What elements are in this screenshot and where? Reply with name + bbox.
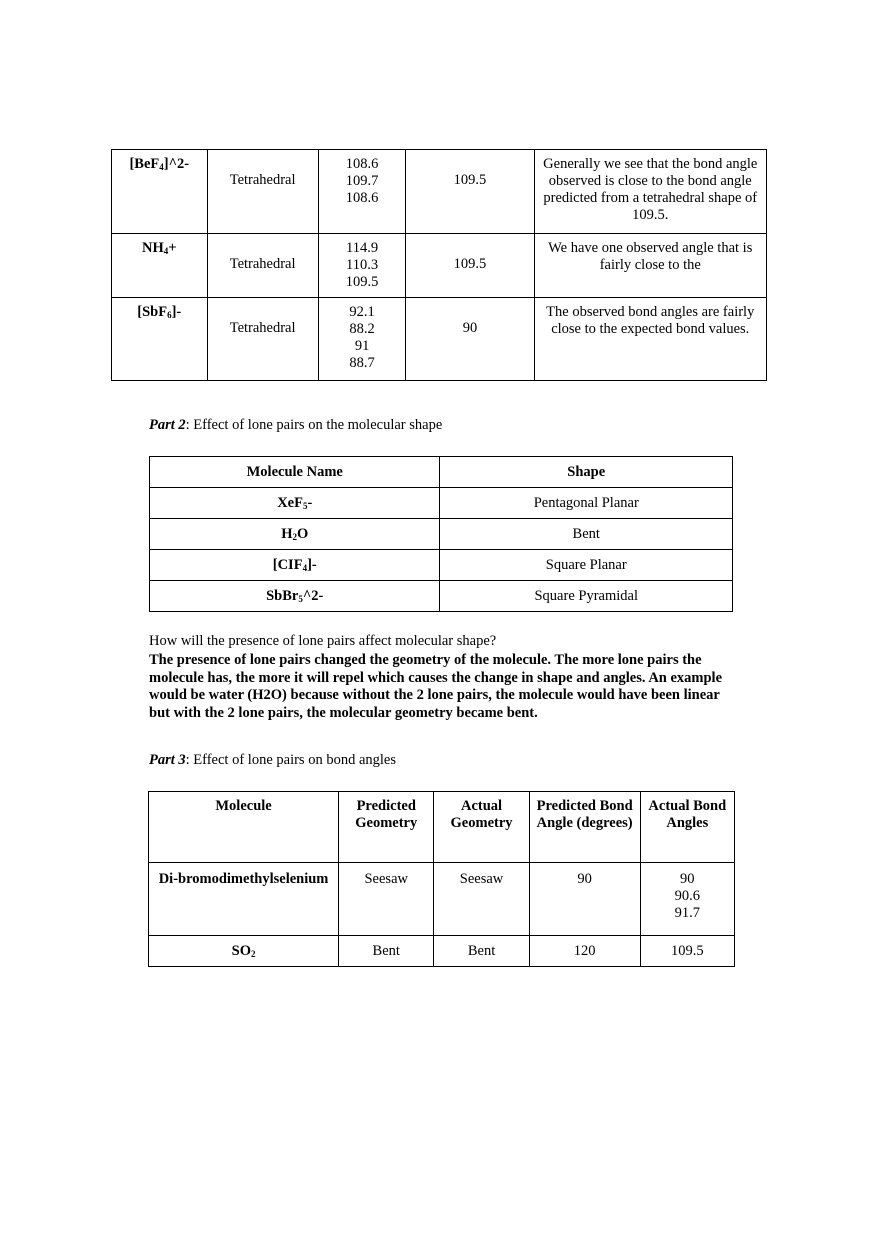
predicted-geometry-cell: Bent [339, 936, 434, 967]
actual-geometry-cell: Bent [434, 936, 529, 967]
observed-angles-cell: 114.9 110.3 109.5 [318, 234, 406, 298]
shape-cell: Pentagonal Planar [440, 488, 733, 519]
table-row [150, 581, 733, 612]
part2-heading: Part 2: Effect of lone pairs on the molecular shape [149, 417, 443, 433]
table-row [149, 936, 735, 967]
table-row [149, 863, 735, 936]
column-header: Actual Geometry [434, 792, 529, 863]
geometry-cell: Tetrahedral [207, 234, 318, 298]
column-header: Predicted Geometry [339, 792, 434, 863]
column-header: Molecule Name [150, 457, 440, 488]
note-cell: We have one observed angle that is fairly close to the [534, 234, 766, 298]
predicted-angle-cell: 90 [529, 863, 640, 936]
column-header: Shape [440, 457, 733, 488]
predicted-angle-cell: 90 [406, 298, 534, 381]
table-header-row [149, 792, 735, 863]
bond-angle-table [111, 149, 767, 381]
molecule-name-cell: $H_2O$ [150, 519, 440, 550]
part3-heading: Part 3: Effect of lone pairs on bond angles [149, 752, 396, 768]
table-row [112, 234, 767, 298]
predicted-angle-cell: 109.5 [406, 150, 534, 234]
bond-angle-comparison-table [148, 791, 735, 967]
actual-geometry-cell: Seesaw [434, 863, 529, 936]
molecule-name-cell: $[CIF_4]-$ [150, 550, 440, 581]
molecular-shape-table [149, 456, 733, 612]
table-row [150, 488, 733, 519]
table-row [112, 298, 767, 381]
actual-angles-cell: 109.5 [640, 936, 734, 967]
note-cell: The observed bond angles are fairly close to the expected bond values. [534, 298, 766, 381]
predicted-geometry-cell: Seesaw [339, 863, 434, 936]
predicted-angle-cell: 120 [529, 936, 640, 967]
column-header: Actual Bond Angles [640, 792, 734, 863]
observed-angles-cell: 108.6 109.7 108.6 [318, 150, 406, 234]
geometry-cell: Tetrahedral [207, 150, 318, 234]
column-header: Molecule [149, 792, 339, 863]
question-text: How will the presence of lone pairs affect molecular shape? [149, 633, 497, 649]
note-cell: Generally we see that the bond angle observed is close to the bond angle predicted from a tetrahedral shape of 109.5. [534, 150, 766, 234]
column-header: Predicted Bond Angle (degrees) [529, 792, 640, 863]
table-row [150, 519, 733, 550]
molecule-name-cell: XeF$_5$- [150, 488, 440, 519]
answer-text: The presence of lone pairs changed the geometry of the molecule. The more lone pairs the molecule has, the more it will repel which causes the change in shape and angles. An example would be water (H2O) because without the 2 lone pairs, the molecule would have been linear but with the 2 lone pairs, the molecular geometry became bent. [149, 652, 723, 721]
molecule-cell: $NH_4+$ [112, 234, 208, 298]
molecule-cell: $SO_2$ [149, 936, 339, 967]
table-row [150, 550, 733, 581]
actual-angles-cell: 90 90.6 91.7 [640, 863, 734, 936]
molecule-cell: [SbF$_6$]- [112, 298, 208, 381]
shape-cell: Square Pyramidal [440, 581, 733, 612]
predicted-angle-cell: 109.5 [406, 234, 534, 298]
table-row [112, 150, 767, 234]
shape-cell: Bent [440, 519, 733, 550]
shape-cell: Square Planar [440, 550, 733, 581]
geometry-cell: Tetrahedral [207, 298, 318, 381]
molecule-name-cell: SbBr$_5$^2- [150, 581, 440, 612]
molecule-cell: [BeF$_4$]^2- [112, 150, 208, 234]
molecule-cell: Di-bromodimethylselenium [149, 863, 339, 936]
observed-angles-cell: 92.1 88.2 91 88.7 [318, 298, 406, 381]
table-header-row [150, 457, 733, 488]
